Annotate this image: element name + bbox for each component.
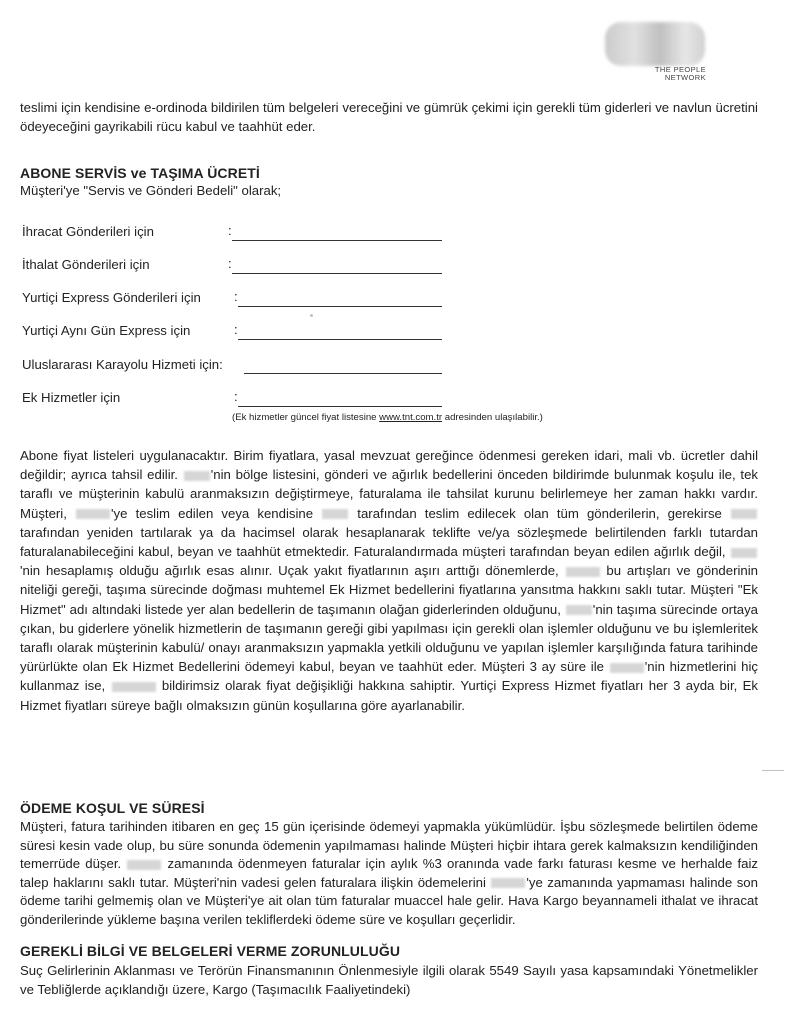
fee-blank-line bbox=[244, 373, 442, 374]
logo-tagline-line1: THE PEOPLE bbox=[654, 65, 706, 74]
pricing-text: 'nin hizmetlerini hiç kullanmaz ise, bbox=[20, 659, 758, 694]
logo-mark-redacted bbox=[605, 22, 705, 66]
redacted-name bbox=[76, 509, 110, 519]
redacted-name bbox=[566, 605, 592, 615]
website-link[interactable]: www.tnt.com.tr bbox=[379, 412, 443, 423]
additional-services-note bbox=[232, 412, 543, 423]
redacted-name bbox=[610, 663, 644, 673]
documents-paragraph: Suç Gelirlerinin Aklanması ve Terörün Finansmanının Önlenmesiyle ilgili olarak 5549 Sayılı yasa kapsamındaki Yönetmelikler ve Tebliğlerde açıklandığı üzere, Kargo (Taşımacılık Faaliyetindeki) bbox=[20, 963, 758, 997]
scan-speck bbox=[310, 314, 313, 317]
logo-tagline bbox=[655, 66, 706, 82]
pricing-text: 'nin taşıma sürecinde ortaya çıkan, bu giderlere yönelik hizmetlerin de taşımanın gereği gibi yapılması için gerekli olan işlemler olduğunu ve bu işlemleritek taraflı olarak müşterinin kabulü/ onayı aranmaksızın yapmakla yetkili olduğunu ve yapılan işlemler karşılığında fatura tarihinde yürürlükte olan Ek Hizmet Bedellerini ödemeyi kabul, beyan ve taahhüt eder. Müşteri 3 ay süre ile bbox=[20, 601, 758, 675]
fee-blank-line bbox=[232, 240, 442, 241]
fee-row-import bbox=[22, 257, 442, 277]
redacted-name bbox=[322, 509, 348, 519]
pricing-text: 'nin hesaplamış olduğu ağırlık esas alınır. Uçak yakıt fiyatlarının aşırı arttığı dönemlerde, bbox=[20, 563, 565, 579]
payment-text: 'ye zamanında yapmaması halinde son ödeme tarihi gelmemiş olan ve Müşteri'ye ait olan tüm faturalar muaccel hale gelir. Hava Kargo beyannameli ithalat ve ihracat gönderilerinde yükleme başına verilen tekliflerdeki ödeme süre ve koşulları geçerlidir. bbox=[20, 874, 758, 927]
redacted-name bbox=[731, 509, 757, 519]
pricing-text: Abone fiyat listeleri uygulanacaktır. Birim fiyatlara, yasal mevzuat gereğince ödenmesi gereken idari, mali vb. ücretler dahil değildir; ayrıca tahsil edilir. bbox=[20, 448, 758, 483]
redacted-name bbox=[731, 548, 757, 558]
fee-row-export bbox=[22, 224, 442, 244]
note-suffix: adresinden ulaşılabilir.) bbox=[442, 412, 543, 423]
fee-blank-line bbox=[232, 273, 442, 274]
section-title-payment: ÖDEME KOŞUL VE SÜRESİ bbox=[20, 800, 205, 816]
fee-row-colon: : bbox=[234, 389, 238, 404]
company-logo bbox=[595, 20, 710, 86]
pricing-text: 'nin bölge listesini, gönderi ve ağırlık bedellerini önceden bildirimde bulunmak koşulu ile, tek taraflı ve müşterinin kabulü aranmaksızın değiştirmeye, faturalama ile tahsilat kurunu belirlemeye her zaman hakkı vardır. Müşteri, bbox=[20, 467, 758, 521]
fee-row-label: Ek Hizmetler için bbox=[22, 390, 121, 405]
redacted-name bbox=[112, 682, 156, 692]
fee-row-label: Yurtiçi Express Gönderileri için bbox=[22, 290, 201, 305]
pricing-text: tarafından teslim edilecek olan tüm gönderilerin, gerekirse bbox=[349, 505, 730, 521]
pricing-text: bildirimsiz olarak fiyat değişikliği hakkına sahiptir. Yurtiçi Express Hizmet fiyatları her 3 ayda bir, Ek Hizmet fiyatları süreye bağlı olmaksızın günün koşullarına göre ayarlanabilir. bbox=[20, 678, 758, 713]
pricing-text: bu artışları ve gönderinin niteliği gereği, taşıma sürecinde doğması muhtemel Ek Hizmet bedellerini fiyatlarına yansıtma hakkını saklı tutar. Müşteri "Ek Hizmet" adı altındaki listede yer alan bedellerin de taşımanın olağan giderlerinden olduğunu, bbox=[20, 563, 758, 617]
fee-row-label: Uluslararası Karayolu Hizmeti için: bbox=[22, 357, 223, 372]
fee-row-colon: : bbox=[228, 256, 232, 271]
payment-text: zamanında ödenmeyen faturalar için aylık %3 oranında vade farkı faturası kesme ve herhalde faiz talep haklarını saklı tutar. Müşteri'nin vadesi gelen faturalara ilişkin ödemelerini bbox=[20, 856, 758, 890]
note-prefix: (Ek hizmetler güncel fiyat listesine bbox=[232, 412, 380, 423]
redacted-name bbox=[184, 471, 210, 481]
fee-row-colon: : bbox=[234, 322, 238, 337]
section-title-service-fee: ABONE SERVİS ve TAŞIMA ÜCRETİ bbox=[20, 165, 260, 181]
redacted-name bbox=[491, 878, 525, 888]
payment-text: Müşteri, fatura tarihinden itibaren en geç 15 gün içerisinde ödemeyi yapmakla yükümlüdür. İşbu sözleşmede belirtilen ödeme süresi kesin vade olup, bu süre sonunda ödemenin yapılmaması halinde Müşteri hiçbir ihtara gerek kalmaksızın kendiliğinden temerrüde düşer. bbox=[20, 819, 758, 872]
intro-paragraph: teslimi için kendisine e-ordinoda bildirilen tüm belgeleri vereceğini ve gümrük çekimi için gerekli tüm giderleri ve navlun ücretini ödeyeceğini gayrikabili rücu kabul ve taahhüt eder. bbox=[20, 100, 758, 134]
fee-blank-line bbox=[238, 306, 442, 307]
pricing-paragraph bbox=[20, 446, 758, 715]
fee-row-colon: : bbox=[234, 289, 238, 304]
pricing-text: 'ye teslim edilen veya kendisine bbox=[111, 505, 322, 521]
fee-blank-line bbox=[238, 339, 442, 340]
redacted-name bbox=[566, 567, 600, 577]
fee-row-colon: : bbox=[228, 223, 232, 238]
fee-row-additional-services bbox=[22, 390, 442, 410]
fee-row-label: İthalat Gönderileri için bbox=[22, 257, 150, 272]
logo-tagline-line2: NETWORK bbox=[664, 73, 706, 82]
section-title-required-documents: GEREKLİ BİLGİ VE BELGELERİ VERME ZORUNLULUĞU bbox=[20, 943, 401, 959]
pricing-text: tarafından yeniden tartılarak ya da hacimsel olarak hesaplanarak teklifte ve/ya sözleşmede belirtilenden farklı tutardan faturalanabileceğini kabul, beyan ve taahhüt etmektedir. Faturalandırmada müşteri tarafından beyan edilen ağırlık değil, bbox=[20, 524, 758, 560]
redacted-name bbox=[127, 860, 161, 870]
scan-mark bbox=[762, 770, 784, 771]
fee-row-label: İhracat Gönderileri için bbox=[22, 224, 154, 239]
fee-blank-line bbox=[238, 406, 442, 407]
fee-row-label: Yurtiçi Aynı Gün Express için bbox=[22, 323, 191, 338]
payment-paragraph bbox=[20, 818, 758, 930]
fee-row-international-road bbox=[22, 357, 442, 377]
fee-row-same-day bbox=[22, 323, 442, 343]
section-subtitle: Müşteri'ye "Servis ve Gönderi Bedeli" olarak; bbox=[20, 183, 282, 198]
fee-row-domestic-express bbox=[22, 290, 442, 310]
